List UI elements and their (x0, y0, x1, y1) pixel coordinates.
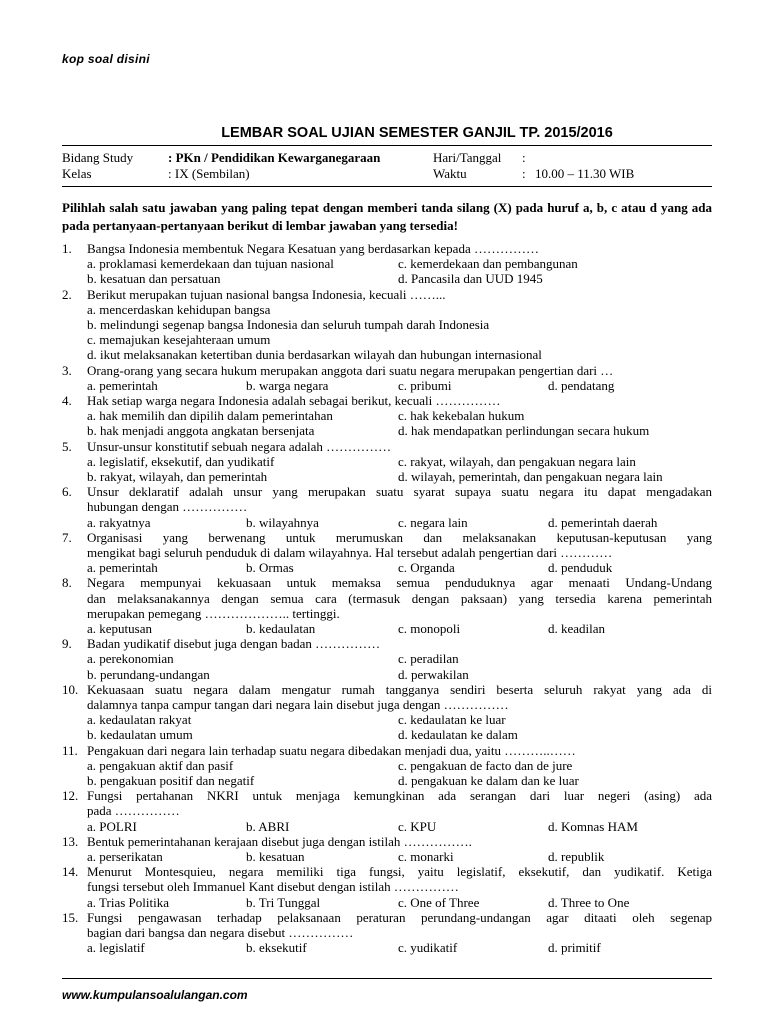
answer-option[interactable]: c. Organda (398, 560, 455, 576)
question-line (62, 591, 712, 606)
answer-option[interactable]: a. Trias Politika (87, 894, 169, 910)
kelas-label: Kelas (62, 166, 92, 181)
option-row (62, 347, 712, 362)
question-line (62, 287, 712, 302)
question-line (62, 879, 712, 894)
answer-option[interactable]: b. ABRI (246, 818, 290, 834)
question-line (62, 803, 712, 818)
question-text: Orang-orang yang secara hukum merupakan anggota dari suatu negara merupakan pengertian dari … (87, 362, 614, 378)
question-line (62, 499, 712, 514)
question-item (62, 636, 712, 682)
question-item (62, 575, 712, 636)
question-line (62, 363, 712, 378)
answer-option[interactable]: d. republik (548, 848, 605, 864)
question-number: 3. (62, 362, 72, 378)
answer-option[interactable]: d. pendatang (548, 377, 615, 393)
answer-option[interactable]: b. perundang-undangan (87, 666, 210, 682)
answer-option[interactable]: d. penduduk (548, 560, 613, 576)
divider-info (62, 186, 712, 187)
question-line (62, 925, 712, 940)
answer-option[interactable]: b. hak menjadi anggota angkatan bersenjata (87, 423, 315, 439)
option-row (62, 423, 712, 438)
answer-option[interactable]: b. melindungi segenap bangsa Indonesia dan seluruh tumpah darah Indonesia (87, 316, 490, 332)
question-number: 13. (62, 833, 79, 849)
answer-option[interactable]: b. pengakuan positif dan negatif (87, 772, 255, 788)
question-number: 9. (62, 636, 72, 652)
question-text: Organisasi yang berwenang untuk merumuskan dan melaksanakan keputusan-keputusan yang (87, 529, 712, 545)
question-item (62, 530, 712, 576)
question-line (62, 834, 712, 849)
question-text: Berikut merupakan tujuan nasional bangsa Indonesia, kecuali ……... (87, 286, 446, 302)
answer-option[interactable]: a. kedaulatan rakyat (87, 712, 192, 728)
answer-option[interactable]: d. pengakuan ke dalam dan ke luar (398, 772, 579, 788)
answer-option[interactable]: a. pemerintah (87, 560, 158, 576)
question-item (62, 682, 712, 743)
bidang-value: : PKn / Pendidikan Kewarganegaraan (168, 150, 381, 165)
answer-option[interactable]: b. wilayahnya (246, 514, 319, 530)
question-text: Unsur deklaratif adalah unsur yang merupakan suatu syarat supaya suatu negara itu dapat mengadakan (87, 484, 712, 500)
answer-option[interactable]: a. POLRI (87, 818, 137, 834)
answer-option[interactable]: c. hak kekebalan hukum (398, 408, 525, 424)
option-row (62, 302, 712, 317)
waktu-value: 10.00 – 11.30 WIB (535, 166, 635, 181)
question-text: Menurut Montesquieu, negara memiliki tiga fungsi, yaitu legislatif, eksekutif, dan yudikatif. Ketiga (87, 864, 712, 880)
question-item (62, 287, 712, 363)
question-text: Kekuasaan suatu negara dalam mengatur rumah tangganya sendiri beserta seluruh rakyat yang ada di (87, 681, 712, 697)
question-line (62, 393, 712, 408)
answer-option[interactable]: c. peradilan (398, 651, 459, 667)
option-row (62, 469, 712, 484)
option-row (62, 849, 712, 864)
answer-option[interactable]: d. pemerintah daerah (548, 514, 658, 530)
answer-option[interactable]: d. Komnas HAM (548, 818, 638, 834)
question-text: merupakan pemegang ……………….. tertinggi. (87, 605, 340, 621)
answer-option[interactable]: c. rakyat, wilayah, dan pengakuan negara lain (398, 453, 636, 469)
answer-option[interactable]: b. kesatuan (246, 848, 305, 864)
question-line (62, 484, 712, 499)
answer-option[interactable]: c. kemerdekaan dan pembangunan (398, 256, 578, 272)
option-row (62, 621, 712, 636)
question-item (62, 363, 712, 393)
answer-option[interactable]: d. hak mendapatkan perlindungan secara hukum (398, 423, 650, 439)
question-line (62, 682, 712, 697)
answer-option[interactable]: d. Three to One (548, 894, 630, 910)
waktu-separator: : (522, 166, 526, 181)
question-text: Negara mempunyai kekuasaan untuk memaksa semua penduduknya agar menaati Undang-Undang (87, 575, 712, 591)
answer-option[interactable]: d. primitif (548, 940, 601, 956)
answer-option[interactable]: d. ikut melaksanakan ketertiban dunia berdasarkan wilayah dan hubungan internasional (87, 347, 542, 363)
answer-option[interactable]: d. keadilan (548, 620, 606, 636)
instruction-text: Pilihlah salah satu jawaban yang paling tepat dengan memberi tanda silang (X) pada huruf a, b, c atau d yang ada pada pertanyaan-pertanyaan berikut di lembar jawaban yang tersedia! (62, 200, 712, 233)
question-text: Unsur-unsur konstitutif sebuah negara adalah …………… (87, 438, 392, 454)
question-line (62, 743, 712, 758)
bidang-label: Bidang Study (62, 150, 134, 165)
question-item (62, 439, 712, 485)
divider-bottom (62, 978, 712, 979)
question-number: 4. (62, 393, 72, 408)
question-number: 7. (62, 529, 72, 545)
question-line (62, 636, 712, 651)
answer-option[interactable]: a. mencerdaskan kehidupan bangsa (87, 301, 271, 317)
option-row (62, 773, 712, 788)
option-row (62, 651, 712, 666)
answer-option[interactable]: c. pengakuan de facto dan de jure (398, 757, 573, 773)
option-row (62, 667, 712, 682)
kelas-value: : IX (Sembilan) (168, 166, 250, 181)
question-number: 10. (62, 681, 79, 697)
option-row (62, 256, 712, 271)
footer-url: www.kumpulansoalulangan.com (62, 988, 248, 1002)
question-item (62, 484, 712, 530)
answer-option[interactable]: b. Ormas (246, 560, 294, 576)
answer-option[interactable]: a. legislatif, eksekutif, dan yudikatif (87, 453, 275, 469)
question-line (62, 439, 712, 454)
answer-option[interactable]: b. warga negara (246, 377, 329, 393)
answer-option[interactable]: b. eksekutif (246, 940, 307, 956)
question-number: 11. (62, 742, 78, 758)
question-text: Bangsa Indonesia membentuk Negara Kesatuan yang berdasarkan kepada …………… (87, 241, 539, 256)
question-text: Fungsi pengawasan terhadap pelaksanaan peraturan perundang-undangan agar ditaati oleh segenap (87, 909, 712, 925)
answer-option[interactable]: c. KPU (398, 818, 437, 834)
question-text: pada …………… (87, 803, 180, 819)
answer-option[interactable]: d. perwakilan (398, 666, 469, 682)
question-item (62, 910, 712, 956)
option-row (62, 332, 712, 347)
option-row (62, 758, 712, 773)
question-line (62, 910, 712, 925)
question-text: Hak setiap warga negara Indonesia adalah sebagai berikut, kecuali …………… (87, 393, 501, 408)
answer-option[interactable]: a. rakyatnya (87, 514, 151, 530)
question-item (62, 834, 712, 864)
question-text: hubungan dengan …………… (87, 499, 248, 515)
option-row (62, 895, 712, 910)
question-text: dalamnya tanpa campur tangan dari negara lain disebut juga dengan …………… (87, 696, 509, 712)
question-line (62, 575, 712, 590)
question-text: dan melaksanakannya dengan semua cara (termasuk dengan paksaan) yang tersedia karena pemerintah (87, 590, 712, 606)
question-text: Fungsi pertahanan NKRI untuk menjaga kemungkinan ada serangan dari luar negeri (asing) ada (87, 788, 712, 804)
answer-option[interactable]: c. negara lain (398, 514, 468, 530)
option-row (62, 408, 712, 423)
question-number: 15. (62, 909, 79, 925)
answer-option[interactable]: b. Tri Tunggal (246, 894, 321, 910)
option-row (62, 317, 712, 332)
question-text: mengikat bagi seluruh penduduk di dalam wilayahnya. Hal tersebut adalah pengertian dari ………… (87, 544, 613, 560)
option-row (62, 727, 712, 742)
answer-option[interactable]: b. kedaulatan umum (87, 727, 193, 743)
answer-option[interactable]: c. memajukan kesejahteraan umum (87, 332, 271, 348)
answer-option[interactable]: c. yudikatif (398, 940, 458, 956)
answer-option[interactable]: d. kedaulatan ke dalam (398, 727, 518, 743)
answer-option[interactable]: a. pengakuan aktif dan pasif (87, 757, 234, 773)
answer-option[interactable]: d. wilayah, pemerintah, dan pengakuan negara lain (398, 468, 663, 484)
option-row (62, 819, 712, 834)
question-number: 1. (62, 241, 72, 256)
question-item (62, 864, 712, 910)
question-text: Pengakuan dari negara lain terhadap suatu negara dibedakan menjadi dua, yaitu ………..…… (87, 742, 576, 758)
answer-option[interactable]: c. monarki (398, 848, 454, 864)
answer-option[interactable]: c. monopoli (398, 620, 461, 636)
question-number: 2. (62, 286, 72, 302)
exam-info (62, 150, 712, 184)
question-item (62, 393, 712, 439)
answer-option[interactable]: c. pribumi (398, 377, 452, 393)
option-row (62, 712, 712, 727)
kop-soal-placeholder: kop soal disini (62, 52, 150, 66)
answer-option[interactable]: b. rakyat, wilayah, dan pemerintah (87, 468, 268, 484)
question-number: 12. (62, 788, 79, 804)
answer-option[interactable]: a. pemerintah (87, 377, 158, 393)
question-number: 8. (62, 575, 72, 591)
question-item (62, 788, 712, 834)
question-item (62, 241, 712, 287)
answer-option[interactable]: d. Pancasila dan UUD 1945 (398, 271, 543, 287)
question-line (62, 530, 712, 545)
answer-option[interactable]: a. keputusan (87, 620, 152, 636)
answer-option[interactable]: b. kesatuan dan persatuan (87, 271, 221, 287)
answer-option[interactable]: c. One of Three (398, 894, 480, 910)
answer-option[interactable]: a. proklamasi kemerdekaan dan tujuan nasional (87, 256, 334, 272)
answer-option[interactable]: a. perserikatan (87, 848, 163, 864)
question-text: fungsi tersebut oleh Immanuel Kant disebut dengan istilah …………… (87, 879, 459, 895)
page-title: LEMBAR SOAL UJIAN SEMESTER GANJIL TP. 2015/2016 (221, 125, 613, 141)
question-text: Badan yudikatif disebut juga dengan badan …………… (87, 636, 381, 652)
option-row (62, 378, 712, 393)
answer-option[interactable]: c. kedaulatan ke luar (398, 712, 506, 728)
question-line (62, 545, 712, 560)
question-number: 5. (62, 438, 72, 454)
question-line (62, 788, 712, 803)
question-line (62, 241, 712, 256)
question-item (62, 743, 712, 789)
question-number: 14. (62, 864, 79, 880)
answer-option[interactable]: a. legislatif (87, 940, 145, 956)
answer-option[interactable]: a. hak memilih dan dipilih dalam pemerintahan (87, 408, 333, 424)
hari-label: Hari/Tanggal (433, 150, 502, 165)
hari-separator: : (522, 150, 526, 165)
question-text: Bentuk pemerintahanan kerajaan disebut juga dengan istilah ……………. (87, 833, 472, 849)
option-row (62, 940, 712, 955)
question-line (62, 606, 712, 621)
answer-option[interactable]: b. kedaulatan (246, 620, 316, 636)
question-line (62, 697, 712, 712)
question-line (62, 864, 712, 879)
option-row (62, 271, 712, 286)
option-row (62, 454, 712, 469)
option-row (62, 515, 712, 530)
question-number: 6. (62, 484, 72, 500)
divider-top (62, 145, 712, 146)
waktu-label: Waktu (433, 166, 467, 181)
option-row (62, 560, 712, 575)
question-text: bagian dari bangsa dan negara disebut …………… (87, 924, 354, 940)
answer-option[interactable]: a. perekonomian (87, 651, 174, 667)
